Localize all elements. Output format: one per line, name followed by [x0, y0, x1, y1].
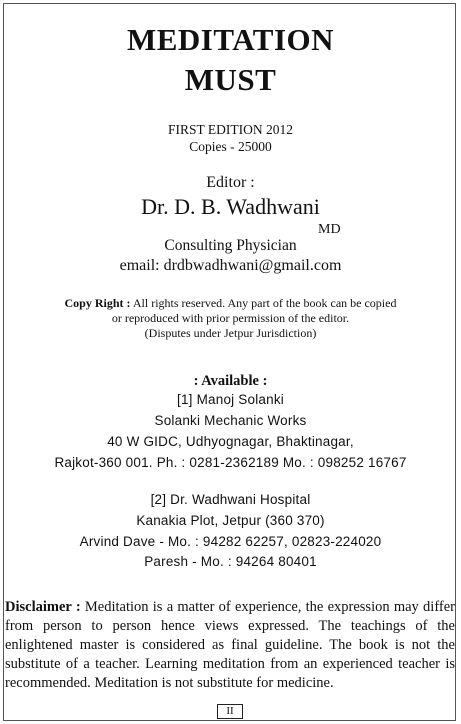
editor-email: email: drdbwadhwani@gmail.com	[119, 257, 342, 274]
copyright-text1: All rights reserved. Any part of the book can be copied	[130, 296, 397, 310]
copyright-line3: (Disputes under Jetpur Jurisdiction)	[144, 326, 317, 340]
address2-line1: [2] Dr. Wadhwani Hospital	[150, 492, 311, 507]
address1-line4: Rajkot-360 001. Ph. : 0281-2362189 Mo. : 098252 16767	[54, 455, 407, 470]
copyright-label: Copy Right :	[64, 296, 131, 310]
address1-line1: [1] Manoj Solanki	[177, 392, 284, 407]
address2-line3: Arvind Dave - Mo. : 94282 62257, 02823-224020	[79, 534, 382, 549]
disclaimer-label: Disclaimer :	[5, 599, 81, 615]
available-heading: : Available :	[193, 373, 268, 389]
copyright-line1	[0, 296, 461, 311]
editor-label: Editor :	[206, 174, 255, 191]
editor-role: Consulting Physician	[164, 237, 297, 254]
address1-line3: 40 W GIDC, Udhyognagar, Bhaktinagar,	[107, 434, 354, 449]
address2-line2: Kanakia Plot, Jetpur (360 370)	[136, 513, 325, 528]
book-title-line2: MUST	[184, 62, 277, 97]
page-number: II	[217, 704, 243, 719]
disclaimer-text: Meditation is a matter of experience, the expression may differ from person to person hence views expressed. The teachings of the enlightened master is considered as final guideline. The book is not the substitute of a teacher. Learning meditation from an experienced teacher is recommended. Meditation is not substitute for medicine.	[5, 599, 455, 691]
book-title-line1: MEDITATION	[126, 22, 335, 57]
editor-name: Dr. D. B. Wadhwani	[141, 194, 320, 219]
edition-line: FIRST EDITION 2012	[167, 122, 293, 137]
copies-line: Copies - 25000	[189, 139, 272, 154]
address2-line4: Paresh - Mo. : 94264 80401	[144, 554, 317, 569]
editor-degree: MD	[318, 222, 341, 237]
copyright-line2: or reproduced with prior permission of the editor.	[111, 311, 350, 325]
disclaimer-paragraph	[5, 598, 455, 693]
address1-line2: Solanki Mechanic Works	[154, 413, 307, 428]
